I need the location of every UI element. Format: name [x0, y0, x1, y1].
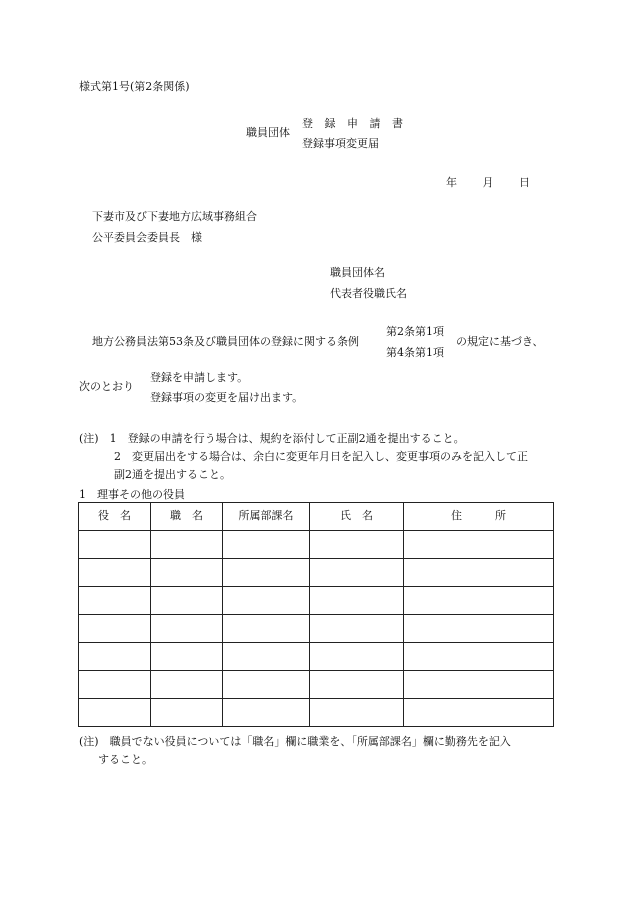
table-cell[interactable] — [310, 531, 404, 559]
title-option-application: 登 録 申 請 書 — [302, 117, 407, 130]
table-cell[interactable] — [404, 615, 554, 643]
table-cell[interactable] — [223, 699, 310, 727]
table-cell[interactable] — [310, 671, 404, 699]
apply-option-change: 登録事項の変更を届け出ます。 — [150, 391, 304, 404]
table-row — [79, 559, 554, 587]
table-cell[interactable] — [79, 671, 151, 699]
table-cell[interactable] — [151, 559, 223, 587]
col-header-name: 氏 名 — [310, 503, 404, 531]
col-header-job-title: 職 名 — [151, 503, 223, 531]
col-header-address: 住 所 — [404, 503, 554, 531]
table-row — [79, 587, 554, 615]
table-cell[interactable] — [404, 559, 554, 587]
table-cell[interactable] — [151, 699, 223, 727]
table-cell[interactable] — [223, 615, 310, 643]
table-header-row — [79, 503, 554, 531]
table-cell[interactable] — [79, 615, 151, 643]
table-row — [79, 643, 554, 671]
table-cell[interactable] — [404, 699, 554, 727]
table-cell[interactable] — [310, 587, 404, 615]
col-header-position: 役 名 — [79, 503, 151, 531]
note-line-2-cont: 副2通を提出すること。 — [114, 468, 231, 481]
date-line — [446, 176, 552, 190]
table-cell[interactable] — [79, 699, 151, 727]
applicant-org-label: 職員団体名 — [330, 266, 385, 279]
table-cell[interactable] — [151, 587, 223, 615]
note-line-1: (注) 1 登録の申請を行う場合は、規約を添付して正副2通を提出すること。 — [79, 432, 465, 445]
table-cell[interactable] — [404, 531, 554, 559]
table-cell[interactable] — [151, 643, 223, 671]
table-cell[interactable] — [310, 615, 404, 643]
table-cell[interactable] — [79, 643, 151, 671]
apply-option-register: 登録を申請します。 — [150, 371, 249, 384]
table-cell[interactable] — [79, 531, 151, 559]
addressee-org: 下妻市及び下妻地方広域事務組合 — [92, 210, 257, 223]
table-cell[interactable] — [404, 587, 554, 615]
note-line-2: 2 変更届出をする場合は、余白に変更年月日を記入し、変更事項のみを記入して正 — [114, 450, 528, 463]
law-reference-end: の規定に基づき、 — [456, 335, 544, 348]
officers-table — [78, 502, 554, 727]
table-cell[interactable] — [310, 699, 404, 727]
title-prefix: 職員団体 — [246, 126, 290, 139]
table-cell[interactable] — [404, 671, 554, 699]
form-number: 様式第1号(第2条関係) — [79, 80, 190, 93]
date-month: 月 — [482, 176, 494, 189]
col-header-department: 所属部課名 — [223, 503, 310, 531]
table-row — [79, 531, 554, 559]
table-cell[interactable] — [151, 615, 223, 643]
table-cell[interactable] — [223, 587, 310, 615]
article-option-register: 第2条第1項 — [386, 325, 444, 338]
article-option-change: 第4条第1項 — [386, 346, 444, 359]
table-cell[interactable] — [223, 643, 310, 671]
table-row — [79, 699, 554, 727]
table-cell[interactable] — [223, 531, 310, 559]
title-option-change: 登録事項変更届 — [302, 137, 379, 150]
table-row — [79, 671, 554, 699]
table-row — [79, 615, 554, 643]
addressee-title: 公平委員会委員長 様 — [92, 231, 202, 244]
as-follows-text: 次のとおり — [79, 380, 134, 393]
table-cell[interactable] — [404, 643, 554, 671]
table-cell[interactable] — [223, 559, 310, 587]
date-year: 年 — [446, 176, 457, 189]
footnote-line-1: (注) 職員でない役員については「職名」欄に職業を、「所属部課名」欄に勤務先を記入 — [79, 735, 511, 748]
section-title: 1 理事その他の役員 — [79, 488, 185, 501]
table-cell[interactable] — [151, 531, 223, 559]
date-day: 日 — [519, 176, 530, 189]
table-cell[interactable] — [310, 559, 404, 587]
table-cell[interactable] — [310, 643, 404, 671]
table-cell[interactable] — [79, 587, 151, 615]
table-cell[interactable] — [151, 671, 223, 699]
footnote-line-2: すること。 — [98, 753, 153, 766]
law-reference: 地方公務員法第53条及び職員団体の登録に関する条例 — [92, 335, 359, 348]
table-cell[interactable] — [79, 559, 151, 587]
table-cell[interactable] — [223, 671, 310, 699]
applicant-rep-label: 代表者役職氏名 — [330, 287, 407, 300]
